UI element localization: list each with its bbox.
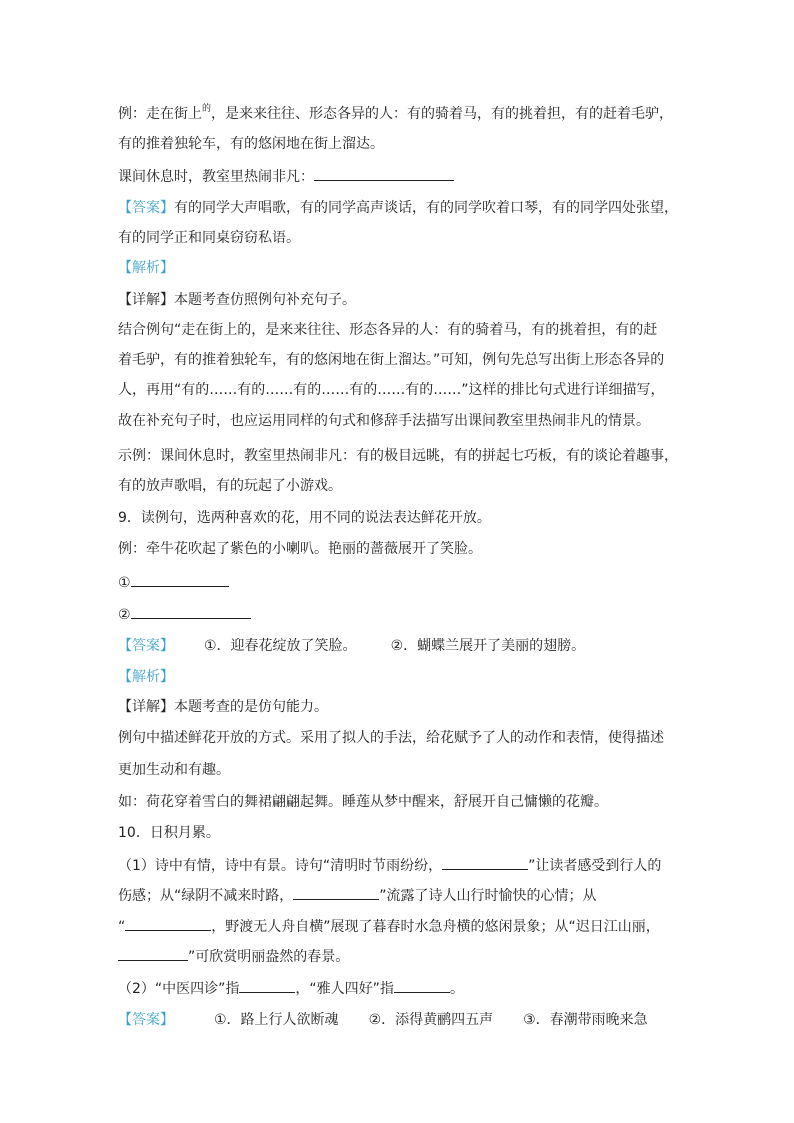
q8-answer-line2: 有的同学正和同桌窃窃私语。 <box>118 230 300 246</box>
q8-answer-line1: 【答案】有的同学大声唱歌，有的同学高声谈话，有的同学吹着口琴，有的同学四处张望， <box>118 200 678 216</box>
q8-detail-line: 结合例句“走在街上的，是来来往往、形态各异的人：有的骑着马，有的挑着担，有的赶 <box>118 322 658 338</box>
answer-tag: 【答案】 <box>118 200 174 216</box>
q9-detail: 【详解】本题考查的是仿句能力。 <box>118 699 328 715</box>
q10-title: 10．日积月累。 <box>118 825 220 841</box>
q8-example-line1: 例：走在街上$^的$，是来来往往、形态各异的人：有的骑着马，有的挑着担，有的赶着毛驴， <box>118 104 674 122</box>
q10-line4: ”可欣赏明丽盎然的春景。 <box>118 946 678 967</box>
q8-detail-line: 着毛驴，有的推着独轮车，有的悠闲地在街上溜达。”可知，例句先总写出街上形态各异的 <box>118 352 665 368</box>
answer-blank <box>131 572 229 587</box>
q8-example-line2: 有的推着独轮车，有的悠闲地在街上溜达。 <box>118 136 384 152</box>
q9-example: 例：牵牛花吹起了紫色的小喇叭。艳丽的蔷薇展开了笑脸。 <box>118 541 482 557</box>
q8-detail-line: 有的放声歌唱，有的玩起了小游戏。 <box>118 478 342 494</box>
answer-blank <box>125 916 211 931</box>
answer-blank <box>118 946 188 961</box>
superscript-char: 的 <box>202 104 212 114</box>
detail-tag: 【详解】 <box>118 699 174 715</box>
answer-blank <box>314 166 454 181</box>
q9-analysis-tag: 【解析】 <box>118 669 174 685</box>
answer-blank <box>442 855 528 870</box>
q9-detail-line: 更加生动和有趣。 <box>118 762 230 778</box>
q10-line1: （1）诗中有情，诗中有景。诗句“清明时节雨纷纷， ”让读者感受到行人的 <box>118 855 678 876</box>
q10-answer: 【答案】 ①．路上行人欲断魂 ②．添得黄鹂四五声 ③．春潮带雨晚来急 <box>118 1012 648 1028</box>
q9-blank2: ② <box>118 604 678 625</box>
q8-analysis-tag: 【解析】 <box>118 260 174 276</box>
detail-tag: 【详解】 <box>118 292 174 308</box>
q9-title: 9．读例句，选两种喜欢的花，用不同的说法表达鲜花开放。 <box>118 510 491 526</box>
q9-answer: 【答案】 ①．迎春花绽放了笑脸。 ②．蝴蝶兰展开了美丽的翅膀。 <box>118 638 586 654</box>
q8-detail-line: 人，再用“有的……有的……有的……有的……有的……”这样的排比句式进行详细描写， <box>118 382 665 398</box>
q8-detail-line: 示例：课间休息时，教室里热闹非凡：有的极目远眺，有的拼起七巧板，有的谈论着趣事， <box>118 448 678 464</box>
q9-blank1: ① <box>118 572 678 593</box>
q10-line5: （2）“中医四诊”指 ，“雅人四好”指 。 <box>118 978 678 999</box>
q8-detail: 【详解】本题考查仿照例句补充句子。 <box>118 292 356 308</box>
q10-line3: “ ，野渡无人舟自横”展现了暮春时水急舟横的悠闲景象；从“迟日江山丽， <box>118 916 678 937</box>
q9-detail-line: 如：荷花穿着雪白的舞裙翩翩起舞。睡莲从梦中醒来，舒展开自己慵懒的花瓣。 <box>118 794 608 810</box>
q10-line2: 伤感；从“绿阴不减来时路， ”流露了诗人山行时愉快的心情；从 <box>118 885 678 906</box>
answer-blank <box>293 885 379 900</box>
answer-blank <box>394 978 450 993</box>
answer-tag: 【答案】 <box>118 638 174 654</box>
answer-blank <box>131 604 251 619</box>
answer-blank <box>239 978 295 993</box>
q9-detail-line: 例句中描述鲜花开放的方式。采用了拟人的手法，给花赋予了人的动作和表情，使得描述 <box>118 730 664 746</box>
q8-prompt: 课间休息时，教室里热闹非凡： <box>118 166 678 187</box>
q8-detail-line: 故在补充句子时，也应运用同样的句式和修辞手法描写出课间教室里热闹非凡的情景。 <box>118 413 650 429</box>
answer-tag: 【答案】 <box>118 1012 174 1028</box>
